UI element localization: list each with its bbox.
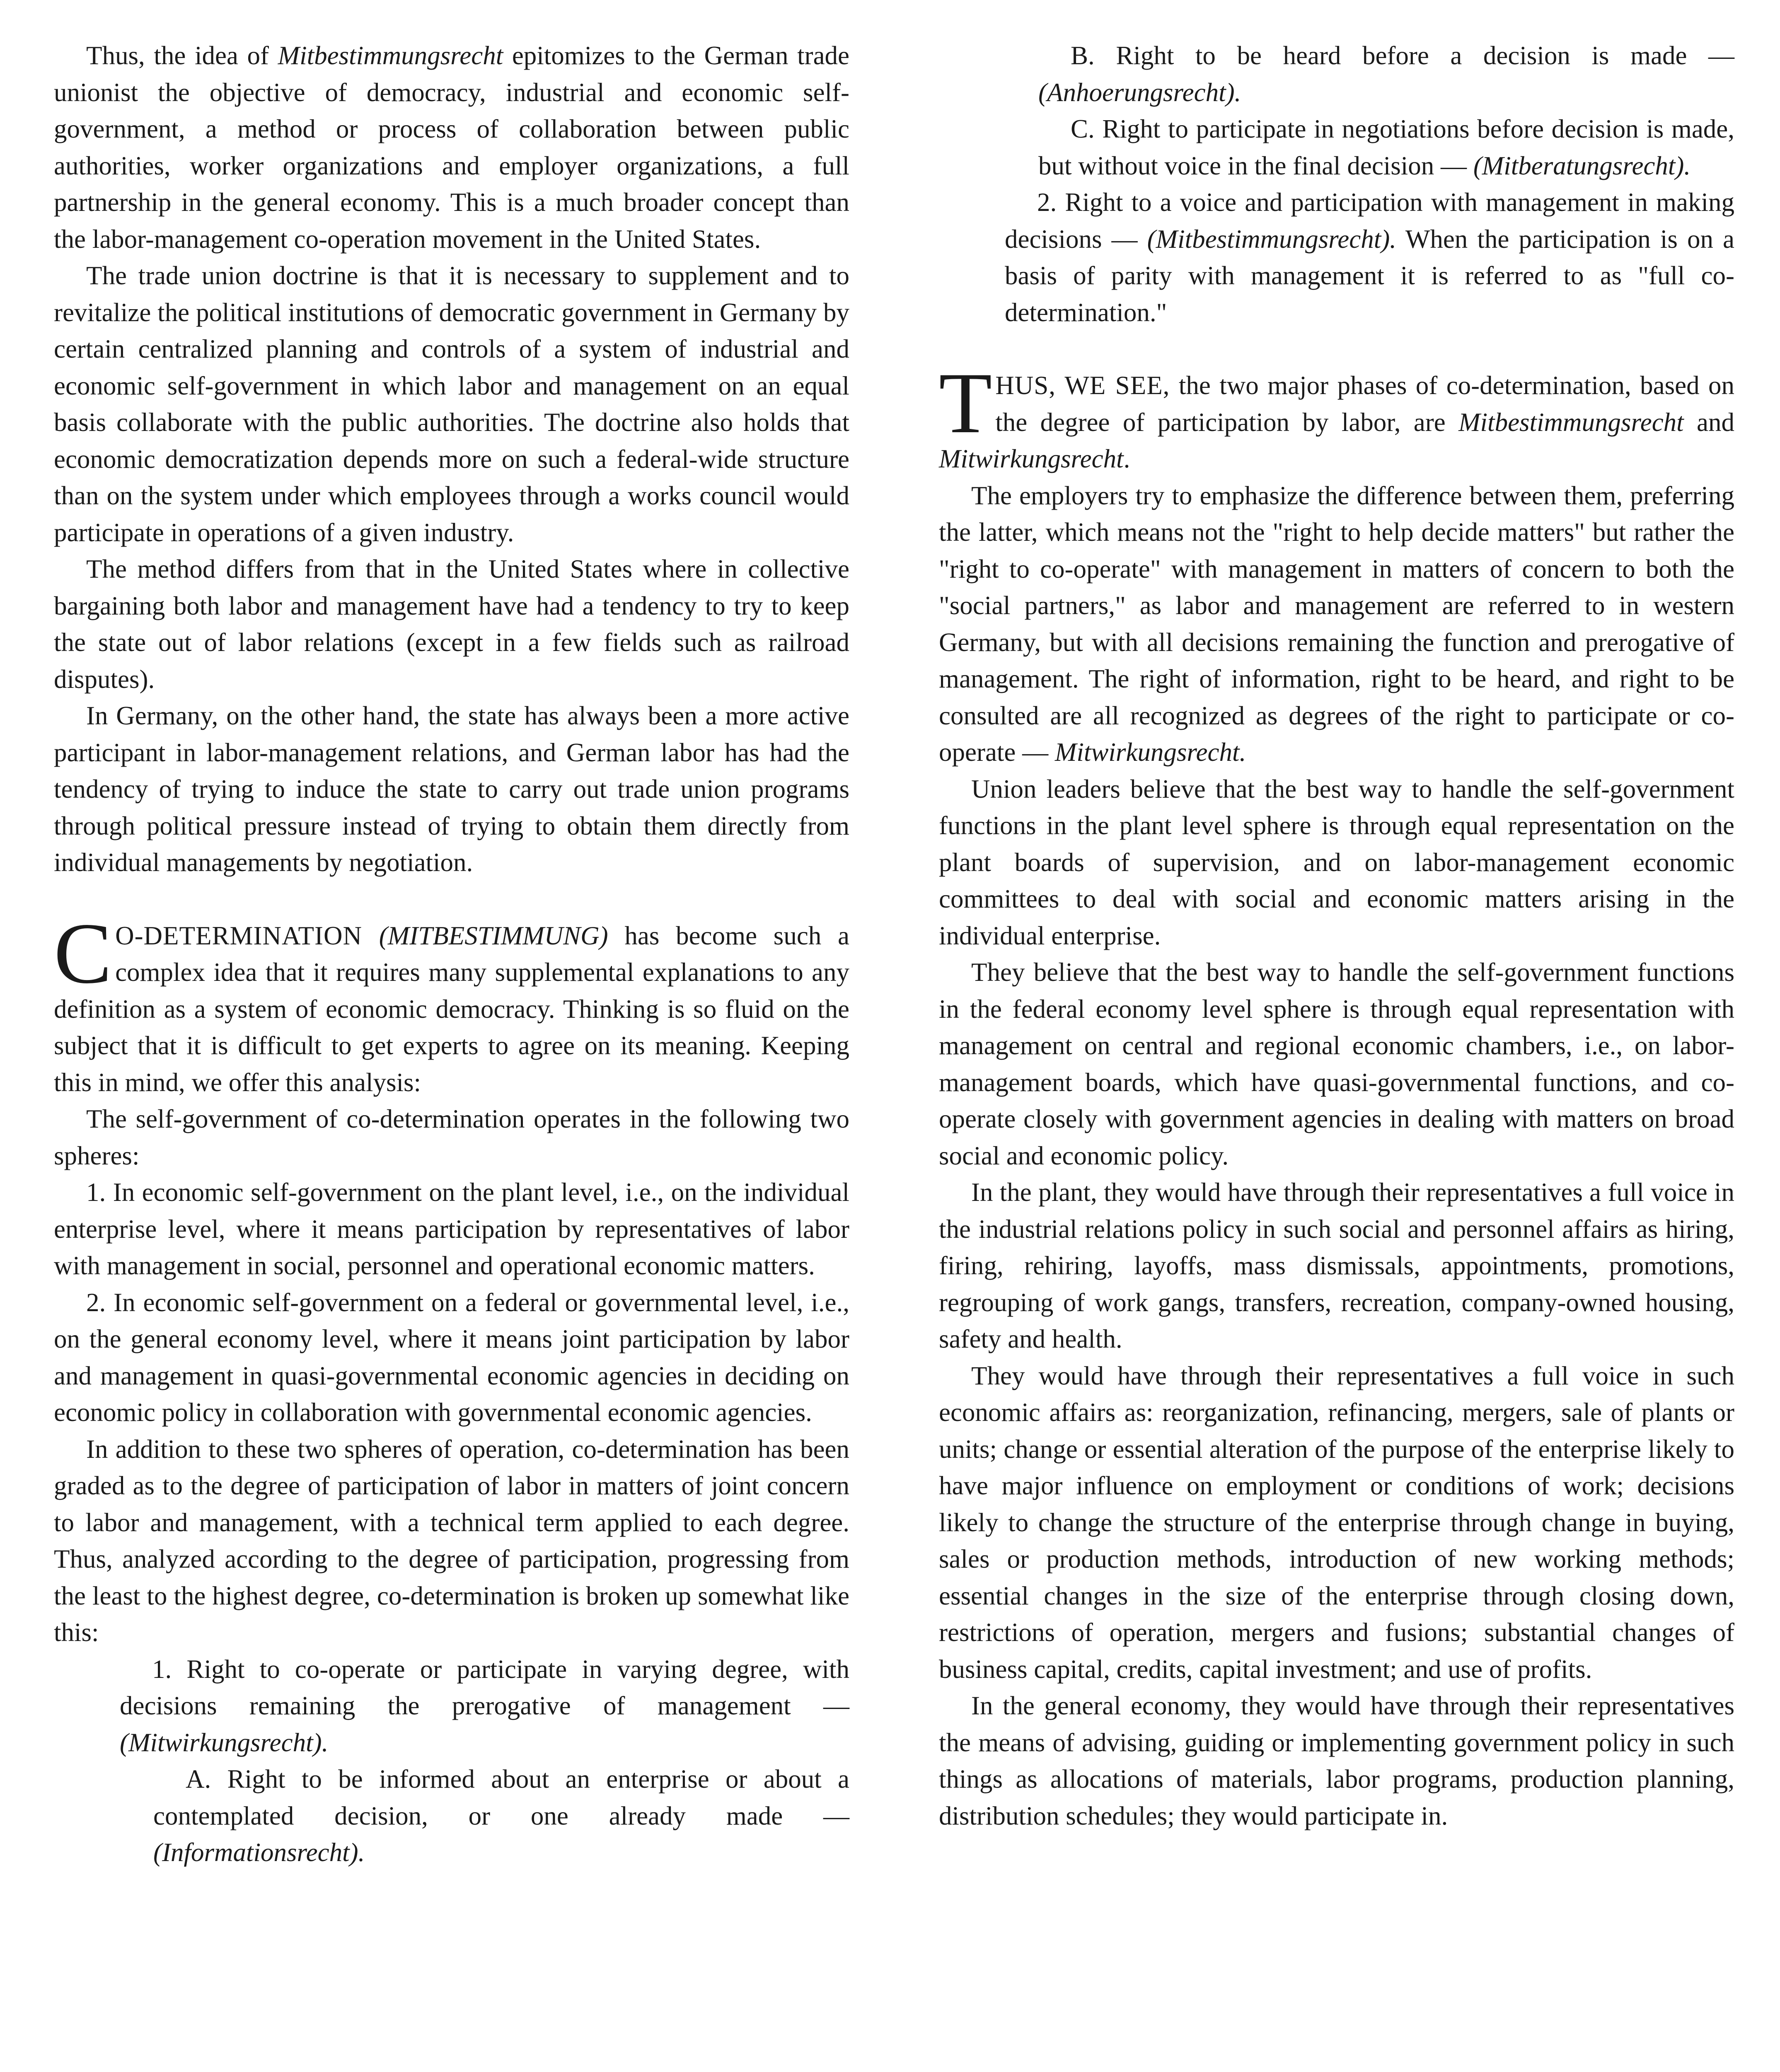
- term: Mitbestimmungsrecht: [278, 41, 503, 70]
- drop-cap: T: [939, 355, 992, 451]
- text: B. Right to be heard before a decision is made —: [1071, 41, 1734, 70]
- term: (Mitwirkungsrecht).: [120, 1728, 329, 1757]
- text: has become such a complex idea that it requires many supplemental explanations to any definition as a system of economic democracy. Thinking is so fluid on the subject that it is difficult to get experts to agree on its meaning. Keeping this in mind, we offer this analysis:: [54, 921, 850, 1097]
- text: and: [1683, 407, 1734, 437]
- text: .: [1123, 444, 1130, 473]
- lead-caps: HUS, WE SEE,: [995, 371, 1170, 400]
- term: Mitbestimmungsrecht: [1458, 407, 1684, 437]
- left-column: [54, 37, 849, 1871]
- paragraph: In Germany, on the other hand, the state has always been a more active participant in labor-management relations, and German labor has had the tendency of trying to induce the state to carry out trade union programs through political pressure instead of trying to obtain them directly from individual managements by negotiation.: [54, 701, 849, 877]
- list-item: [939, 111, 1734, 184]
- paragraph: The self-government of co-determination operates in the following two spheres:: [54, 1104, 849, 1170]
- text: 2. Right to a voice and participation with management in making decisions —: [1005, 188, 1734, 254]
- paragraph: [939, 477, 1734, 771]
- section-lead-paragraph: [54, 905, 850, 1101]
- paragraph: The method differs from that in the United States where in collective bargaining both labor and management have had a tendency to try to keep the state out of labor relations (except in a few fields such as railroad disputes).: [54, 554, 849, 694]
- term: (MITBESTIMMUNG): [379, 921, 608, 950]
- paragraph: 1. In economic self-government on the plant level, i.e., on the individual enterprise level, where it means participation by representatives of labor with management in social, personnel and operational economic matters.: [54, 1178, 849, 1280]
- text: The employers try to emphasize the difference between them, preferring the latter, which means not the "right to help decide matters" but rather the "right to co-operate" with management in matters of concern to both the "social partners," as labor and management are referred to in western Germany, but with all decisions remaining the function and prerogative of management. The right of information, right to be heard, and right to be consulted are all recognized as degrees of the right to participate or co-operate —: [939, 481, 1734, 767]
- text: the two major phases of co-determination, based on the degree of participation by labor, are: [995, 371, 1735, 437]
- paragraph: They would have through their representatives a full voice in such economic affairs as: reorganization, refinancing, mergers, sale of plants or units; change or essential alteration of the purpose of the enterprise likely to have major influence on employment or conditions of work; decisions likely to change the structure of the enterprise through change in buying, sales or production methods, introduction of new working methods; essential changes in the size of the enterprise through closing down, restrictions of operation, mergers and fusions; substantial changes of business capital, credits, capital investment; and use of profits.: [939, 1361, 1734, 1684]
- paragraph: In addition to these two spheres of operation, co-determination has been graded as to the degree of participation of labor in matters of joint concern to labor and management, with a technical term applied to each degree. Thus, analyzed according to the degree of participation, progressing from the least to the highest degree, co-determination is broken up somewhat like this:: [54, 1434, 849, 1647]
- text: When the participation is on a basis of parity with management it is referred to as "full co-determination.": [1005, 224, 1735, 327]
- term: (Mitbestimmungsrecht).: [1147, 224, 1396, 254]
- lead-caps: O-DETERMINATION: [115, 921, 379, 950]
- term: (Mitberatungsrecht).: [1473, 151, 1691, 180]
- text: C. Right to participate in negotiations before decision is made, but without voice in the final decision —: [1038, 114, 1734, 180]
- text: epitomizes to the German trade unionist the objective of democracy, industrial and economic self-government, a method or process of collaboration between public authorities, worker organizations and employer organizations, a full partnership in the general economy. This is a much broader concept than the labor-management co-operation movement in the United States.: [54, 41, 850, 254]
- paragraph: In the plant, they would have through their representatives a full voice in the industrial relations policy in such social and personnel affairs as hiring, firing, rehiring, layoffs, mass dismissals, appointments, promotions, regrouping of work gangs, transfers, recreation, company-owned housing, safety and health.: [939, 1178, 1734, 1353]
- drop-cap: C: [54, 905, 112, 1002]
- text: Thus, the idea of: [86, 41, 278, 70]
- paragraph: In the general economy, they would have through their representatives the means of advising, guiding or implementing government policy in such things as allocations of materials, labor programs, production planning, distribution schedules; they would participate in.: [939, 1691, 1734, 1830]
- paragraph: Union leaders believe that the best way to handle the self-government functions in the plant level sphere is through equal representation on the plant boards of supervision, and on labor-management economic committees to deal with social and economic matters arising in the individual enterprise.: [939, 774, 1734, 950]
- paragraph: The trade union doctrine is that it is necessary to supplement and to revitalize the political institutions of democratic government in Germany by certain centralized planning and controls of a system of industrial and economic self-government in which labor and management on an equal basis collaborate with the public authorities. The doctrine also holds that economic democratization depends more on such a federal-wide structure than on the system under which employees through a works council would participate in operations of a given industry.: [54, 261, 849, 547]
- paragraph: [54, 37, 849, 257]
- list-item: [939, 184, 1734, 331]
- list-item: [54, 1651, 849, 1761]
- term: (Anhoerungsrecht).: [1038, 77, 1241, 107]
- text: A. Right to be informed about an enterprise or about a contemplated decision, or one already made —: [153, 1765, 849, 1830]
- term: Mitwirkungsrecht: [939, 444, 1124, 473]
- paragraph: 2. In economic self-government on a federal or governmental level, i.e., on the general economy level, where it means joint participation by labor and management in quasi-governmental economic agencies in deciding on economic policy in collaboration with governmental economic agencies.: [54, 1288, 849, 1427]
- right-column: [939, 37, 1734, 1834]
- section-gap: [54, 881, 849, 917]
- section-gap: [939, 331, 1734, 367]
- list-item: [54, 1761, 849, 1871]
- text: 1. Right to co-operate or participate in varying degree, with decisions remaining the prerogative of management —: [120, 1654, 849, 1720]
- list-item: [939, 37, 1734, 111]
- section-lead-paragraph: [939, 355, 1735, 477]
- term: (Informationsrecht).: [153, 1838, 365, 1867]
- term: Mitwirkungsrecht.: [1054, 738, 1246, 767]
- paragraph: They believe that the best way to handle the self-government functions in the federal economy level sphere is through equal representation with management on central and regional economic chambers, i.e., on labor-management boards, which have quasi-governmental functions, and co-operate closely with government agencies in dealing with matters on broad social and economic policy.: [939, 958, 1734, 1170]
